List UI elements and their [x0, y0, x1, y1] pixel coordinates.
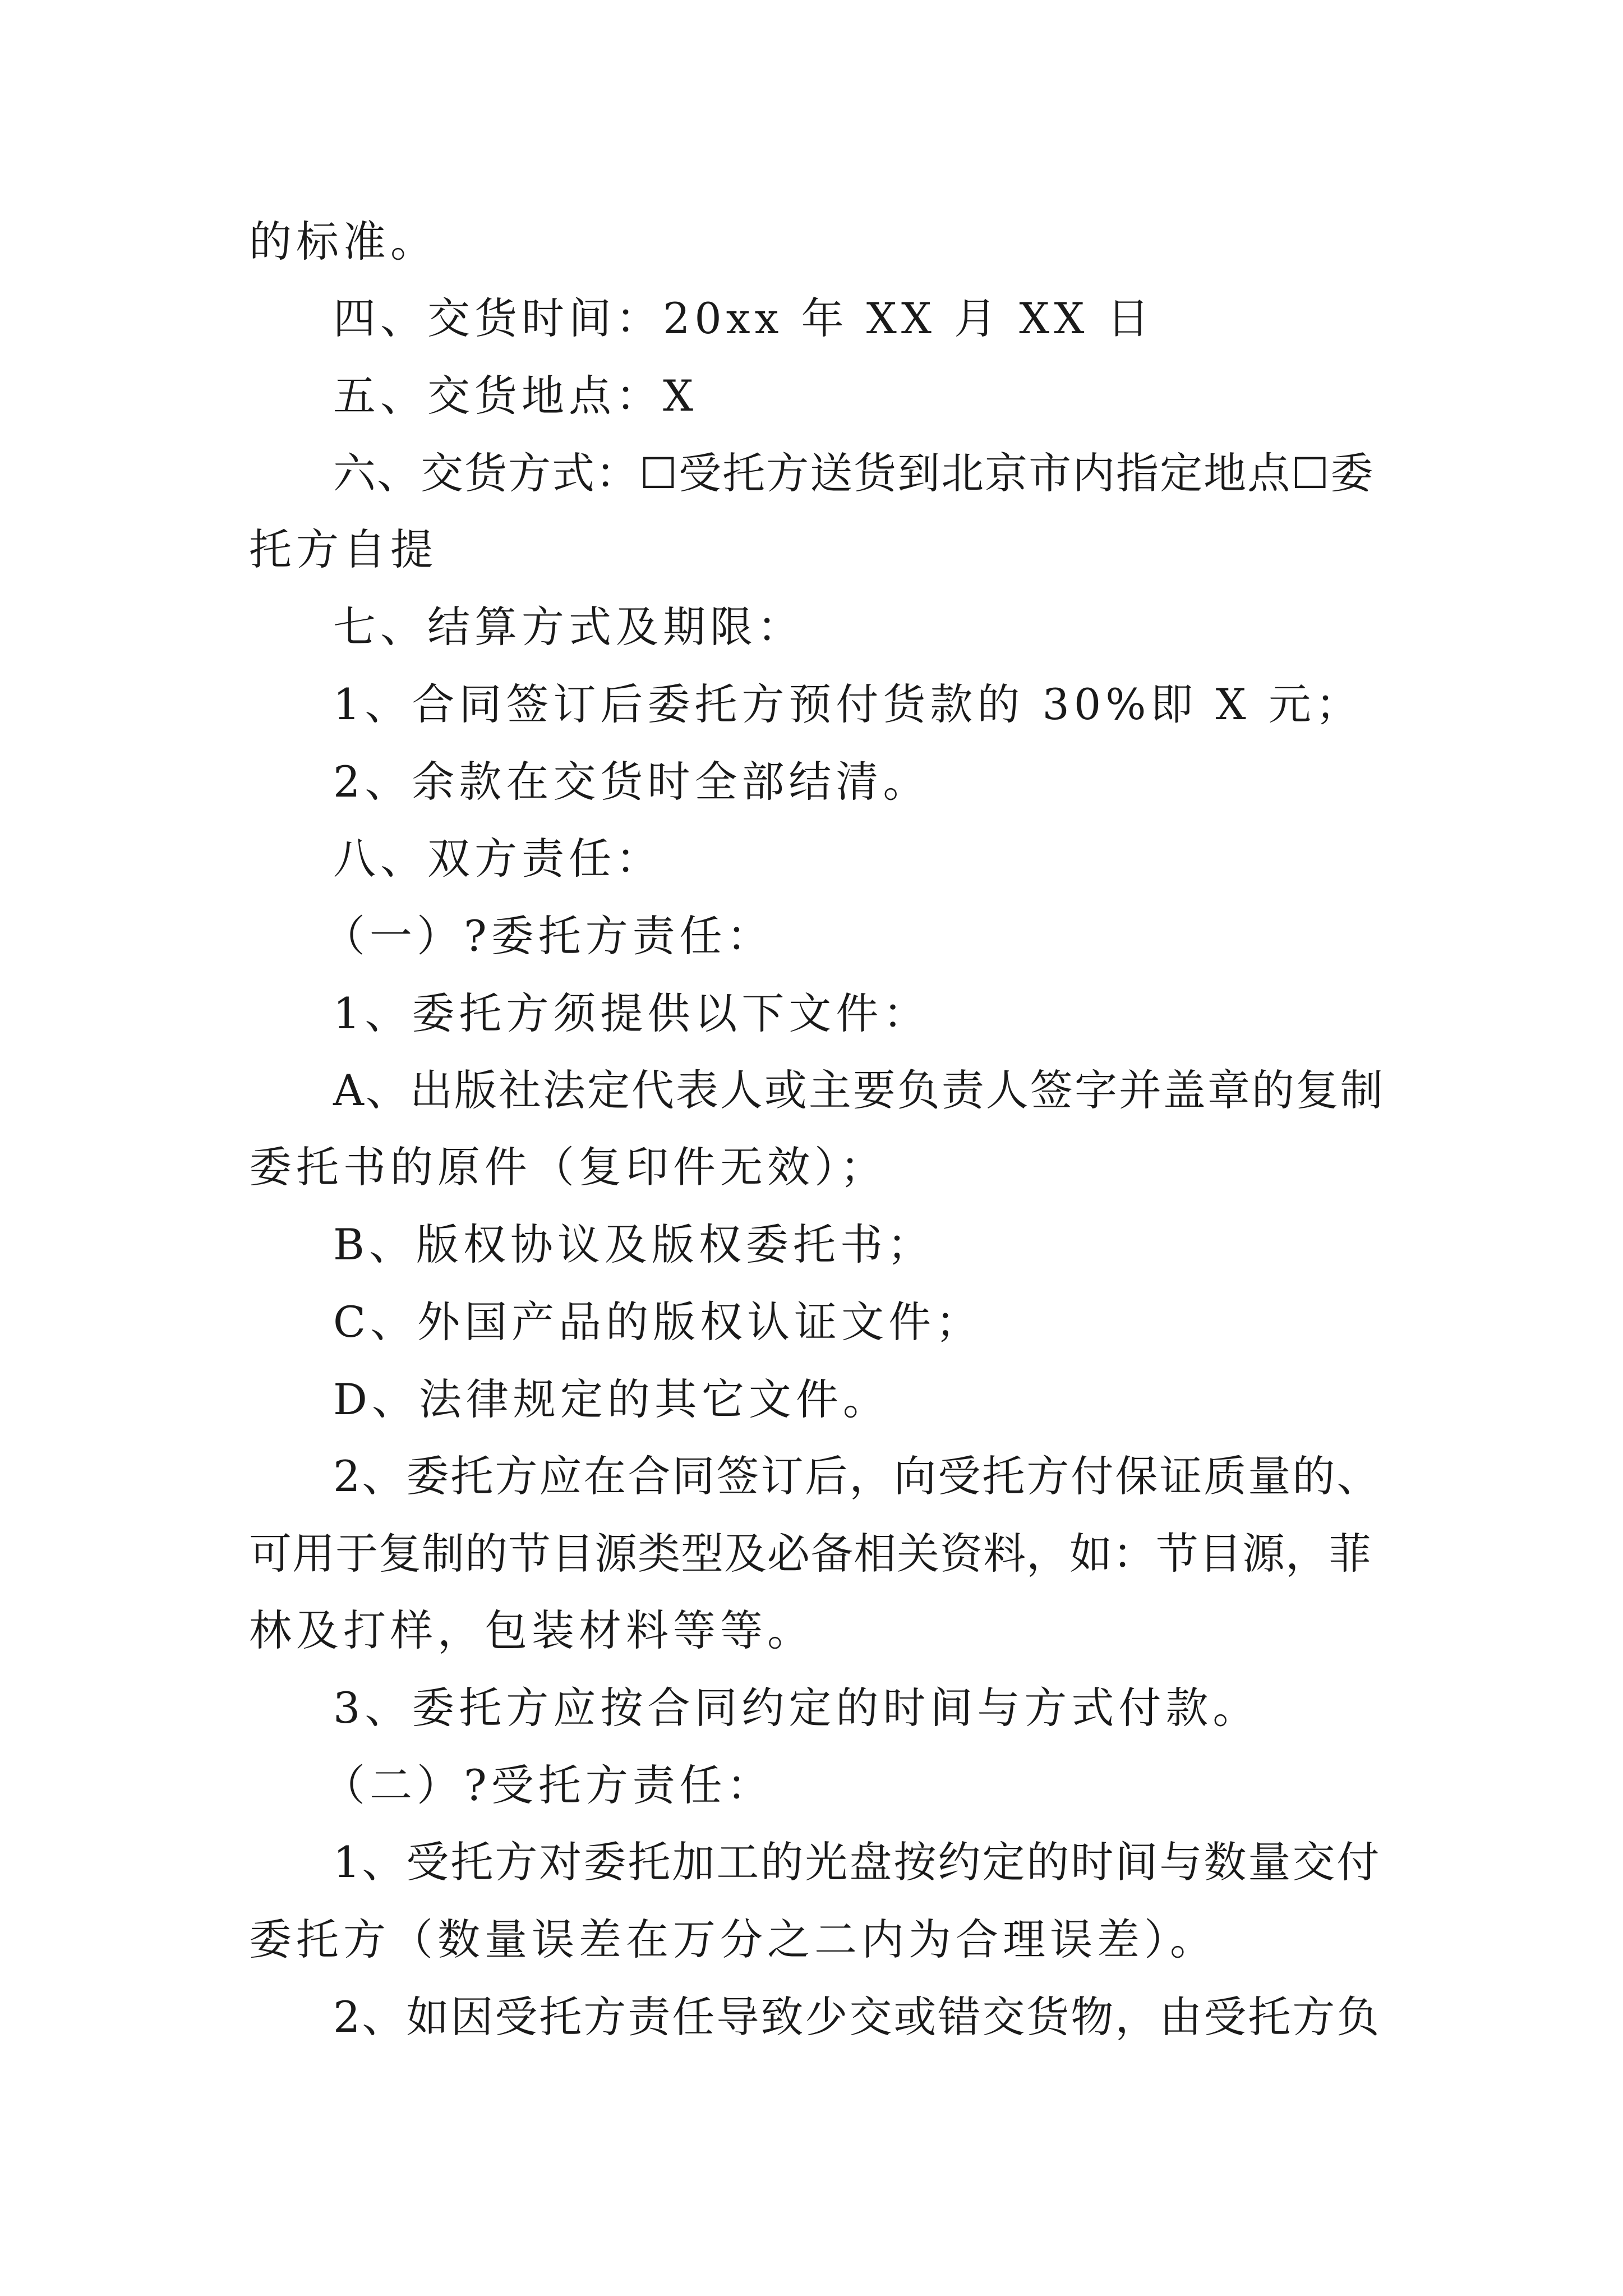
text-line	[0, 1592, 1623, 1669]
line-text: 四、交货时间：20xx 年 XX 月 XX 日	[333, 293, 1154, 343]
line-text: （二）?受托方责任：	[322, 1760, 774, 1810]
line-text: 八、双方责任：	[333, 834, 663, 884]
text-line	[0, 588, 1623, 666]
line-text: 2、委托方应在合同签订后，向受托方付保证质量的、	[333, 1451, 1381, 1501]
line-text: 1、受托方对委托加工的光盘按约定的时间与数量交付	[333, 1837, 1381, 1887]
line-text: 2、如因受托方责任导致少交或错交货物，由受托方负	[333, 1992, 1381, 2042]
line-text: 五、交货地点：X	[333, 371, 698, 421]
line-text: （一）?委托方责任：	[322, 911, 774, 961]
text-line	[0, 820, 1623, 898]
text-line	[0, 666, 1623, 743]
text-line	[0, 1824, 1623, 1901]
line-text: 2、余款在交货时全部结清。	[333, 757, 930, 807]
text-line	[0, 1129, 1623, 1206]
line-text: 林及打样，包装材料等等。	[249, 1605, 814, 1655]
text-line	[0, 1901, 1623, 1978]
line-text: 托方自提	[249, 524, 437, 574]
line-text: 可用于复制的节目源类型及必备相关资料，如：节目源，菲	[249, 1529, 1372, 1579]
line-text: C、外国产品的版权认证文件；	[333, 1297, 983, 1347]
text-line	[0, 1669, 1623, 1747]
text-line	[0, 1438, 1623, 1515]
line-text: A、出版社法定代表人或主要负责人签字并盖章的复制	[333, 1065, 1385, 1115]
line-text: 委托方（数量误差在万分之二内为合理误差）。	[249, 1915, 1217, 1964]
text-line	[0, 1052, 1623, 1129]
line-text: 七、结算方式及期限：	[333, 602, 804, 652]
line-text: 委托书的原件（复印件无效）；	[249, 1142, 887, 1192]
text-line	[0, 1515, 1623, 1593]
line-text: B、版权协议及版权委托书；	[333, 1220, 934, 1269]
line-text: 六、交货方式：☐受托方送货到北京市内指定地点☐委	[333, 448, 1375, 498]
line-text: D、法律规定的其它文件。	[333, 1374, 890, 1424]
text-line	[0, 1747, 1623, 1824]
text-line	[0, 357, 1623, 435]
text-line	[0, 511, 1623, 588]
text-line	[0, 1283, 1623, 1361]
line-text: 的标准。	[249, 217, 437, 266]
text-line	[0, 975, 1623, 1052]
line-text: 3、委托方应按合同约定的时间与方式付款。	[333, 1683, 1260, 1733]
text-line	[0, 203, 1623, 280]
text-line	[0, 435, 1623, 512]
text-line	[0, 1206, 1623, 1283]
text-line	[0, 743, 1623, 821]
text-line	[0, 280, 1623, 357]
text-line	[0, 1361, 1623, 1438]
text-line	[0, 898, 1623, 975]
text-line	[0, 1978, 1623, 2056]
line-text: 1、合同签订后委托方预付货款的 30%即 X 元；	[333, 679, 1363, 729]
line-text: 1、委托方须提供以下文件：	[333, 988, 930, 1038]
